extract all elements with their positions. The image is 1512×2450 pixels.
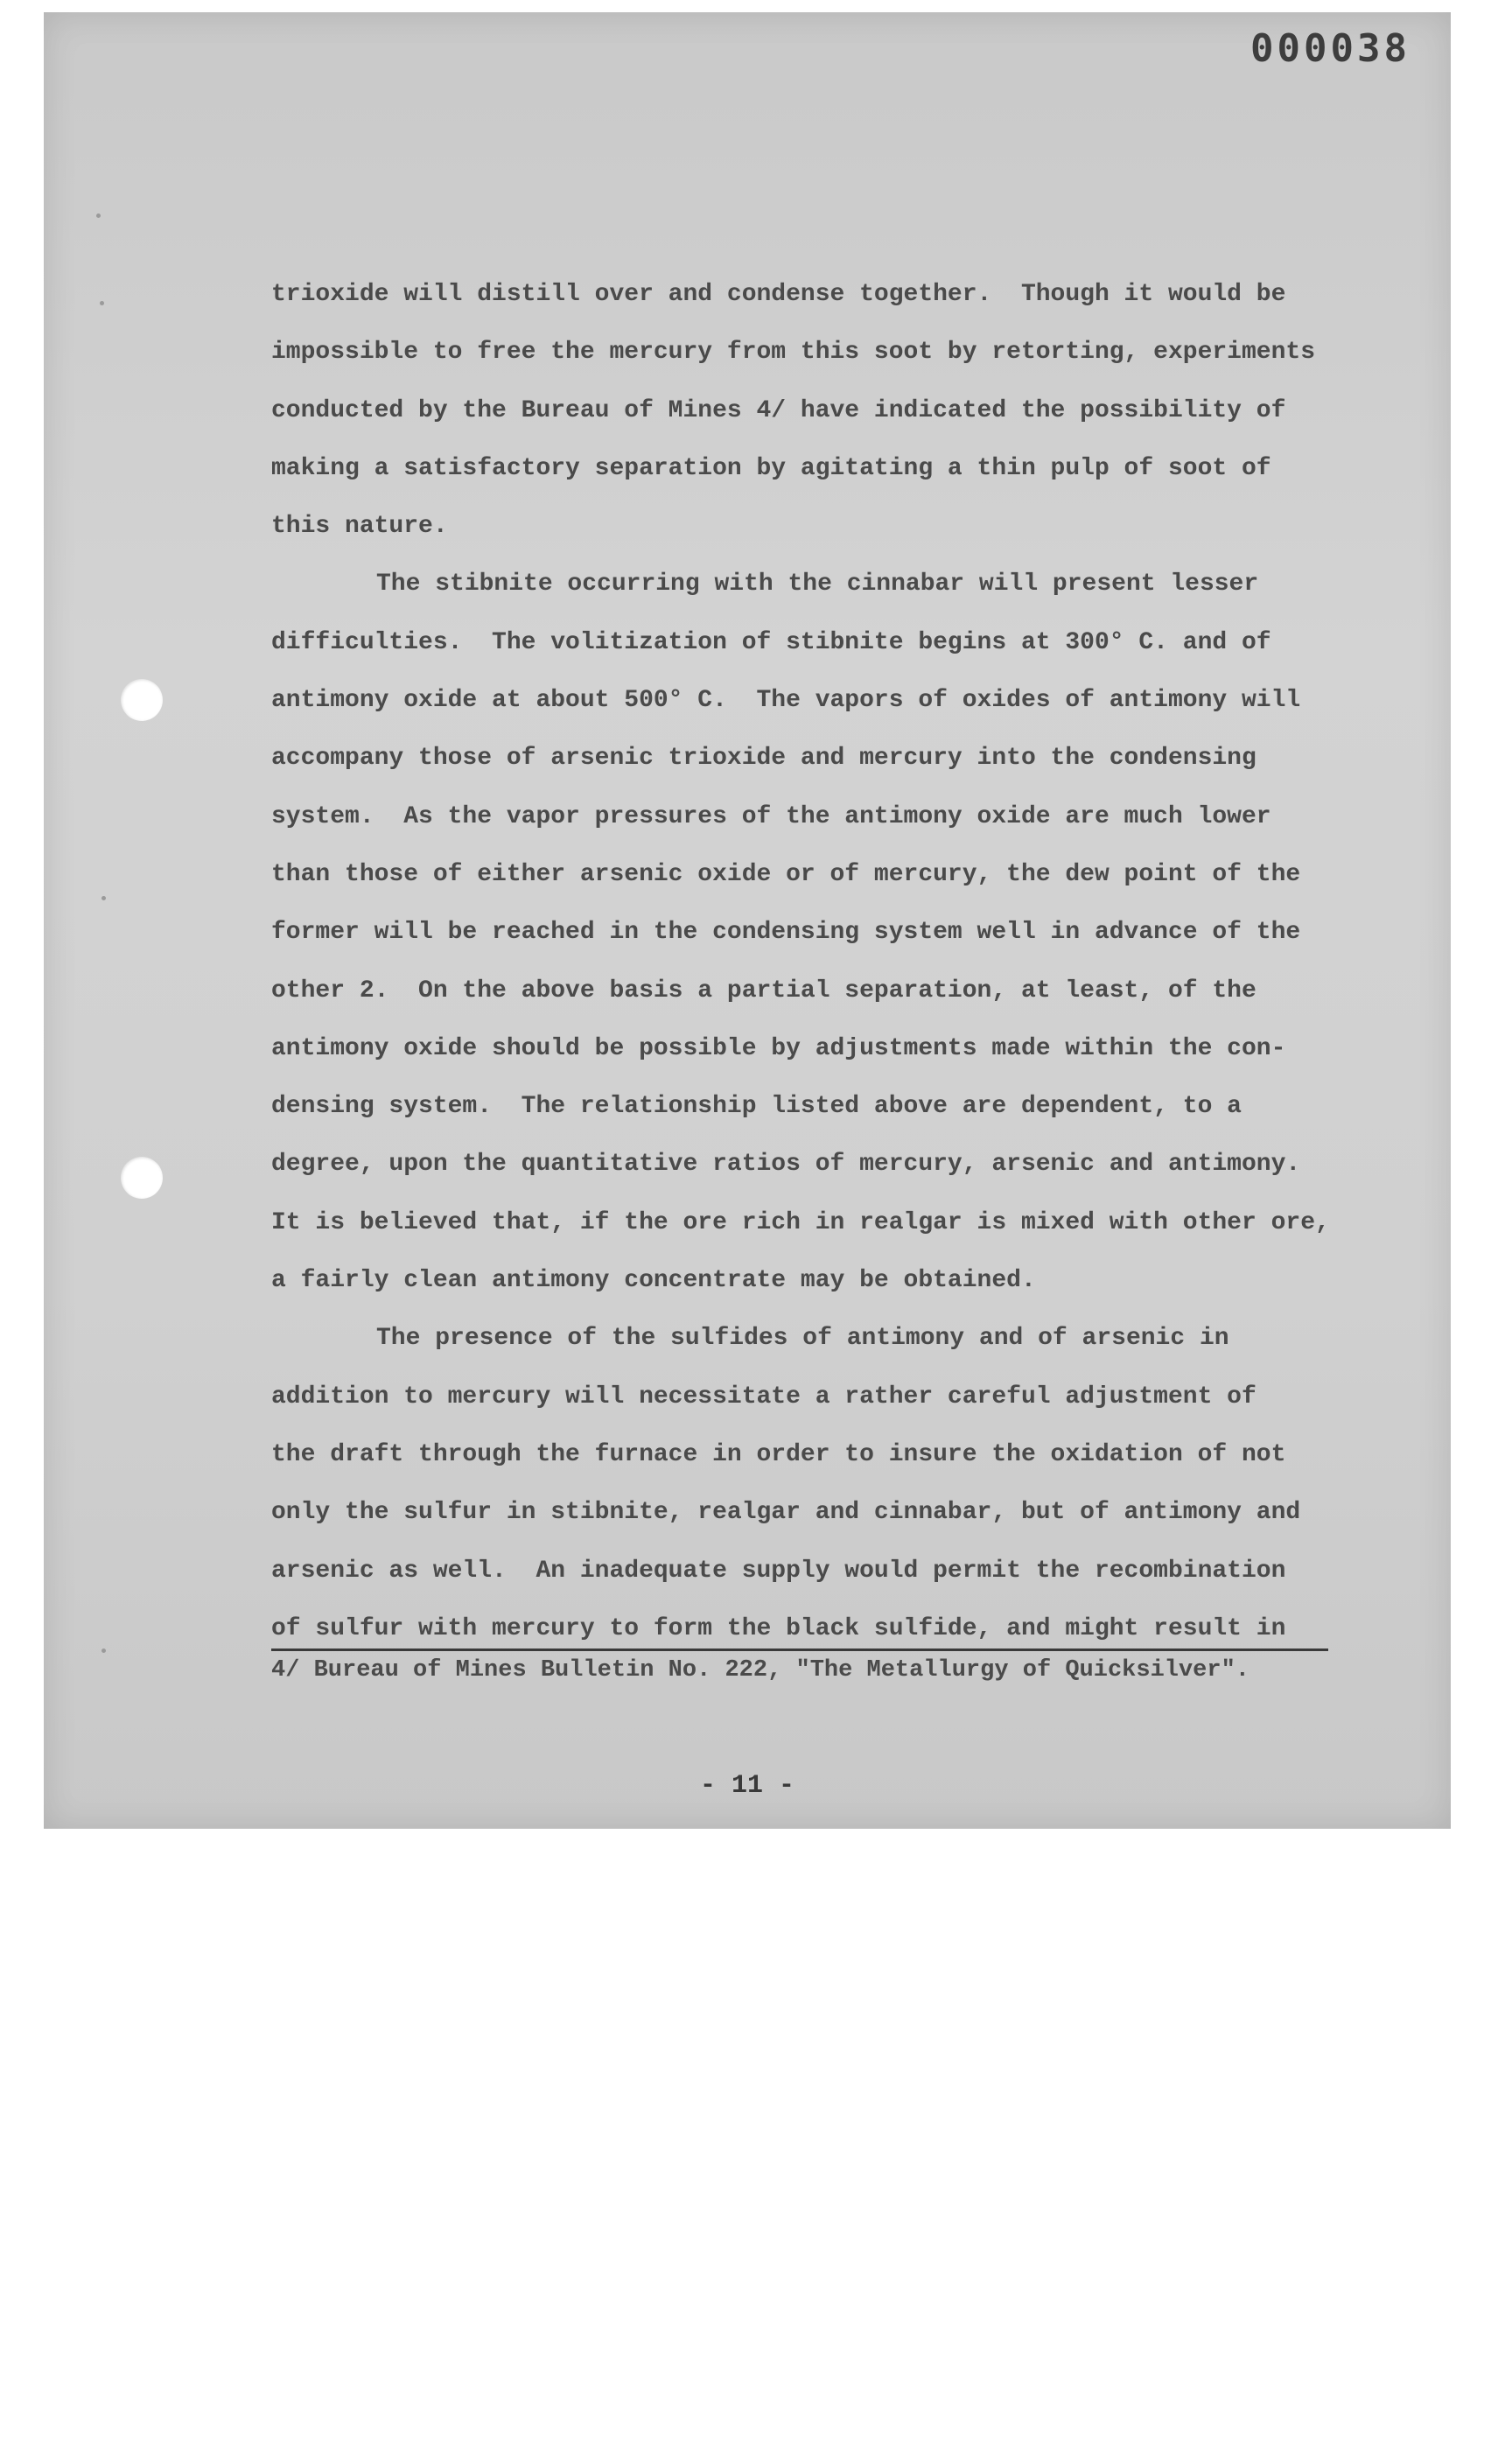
scan-speck (96, 214, 101, 218)
text-line: making a satisfactory separation by agitating a thin pulp of soot of (271, 454, 1271, 482)
footnote: 4/ Bureau of Mines Bulletin No. 222, "The Metallurgy of Quicksilver". (271, 1657, 1250, 1684)
text-line: than those of either arsenic oxide or of mercury, the dew point of the (271, 860, 1301, 888)
punch-hole (121, 1157, 163, 1199)
page-folio: - 11 - (700, 1771, 795, 1801)
scan-speck (102, 896, 106, 900)
scan-speck (102, 1648, 106, 1653)
document-number: 000038 (1250, 26, 1410, 71)
punch-hole (121, 679, 163, 721)
text-line: system. As the vapor pressures of the antimony oxide are much lower (271, 802, 1271, 830)
text-line: this nature. (271, 513, 448, 541)
text-line: antimony oxide at about 500° C. The vapors of oxides of antimony will (271, 687, 1301, 715)
text-line: conducted by the Bureau of Mines 4/ have indicated the possibility of (271, 396, 1286, 424)
text-line: a fairly clean antimony concentrate may be obtained. (271, 1267, 1036, 1295)
footnote-rule (271, 1648, 1328, 1651)
text-line: antimony oxide should be possible by adjustments made within the con- (271, 1034, 1286, 1062)
text-line: former will be reached in the condensing system well in advance of the (271, 919, 1301, 947)
body-text (271, 266, 1391, 1658)
document-page (44, 12, 1451, 1829)
text-line: The stibnite occurring with the cinnabar will present lesser (376, 570, 1259, 598)
text-line: arsenic as well. An inadequate supply would permit the recombination (271, 1557, 1286, 1585)
text-line: densing system. The relationship listed above are dependent, to a (271, 1093, 1242, 1121)
text-line: difficulties. The volitization of stibnite begins at 300° C. and of (271, 628, 1271, 656)
text-line: accompany those of arsenic trioxide and mercury into the condensing (271, 745, 1256, 773)
text-line: The presence of the sulfides of antimony and of arsenic in (376, 1325, 1229, 1353)
text-line: only the sulfur in stibnite, realgar and cinnabar, but of antimony and (271, 1499, 1301, 1527)
scan-speck (100, 301, 104, 305)
text-line: of sulfur with mercury to form the black sulfide, and might result in (271, 1614, 1286, 1642)
text-line: It is believed that, if the ore rich in realgar is mixed with other ore, (271, 1208, 1330, 1236)
text-line: degree, upon the quantitative ratios of mercury, arsenic and antimony. (271, 1151, 1301, 1179)
text-line: other 2. On the above basis a partial separation, at least, of the (271, 976, 1256, 1004)
text-line: the draft through the furnace in order to insure the oxidation of not (271, 1440, 1286, 1468)
text-line: addition to mercury will necessitate a rather careful adjustment of (271, 1382, 1256, 1410)
text-line: impossible to free the mercury from this soot by retorting, experiments (271, 339, 1315, 367)
text-line: trioxide will distill over and condense together. Though it would be (271, 281, 1286, 308)
